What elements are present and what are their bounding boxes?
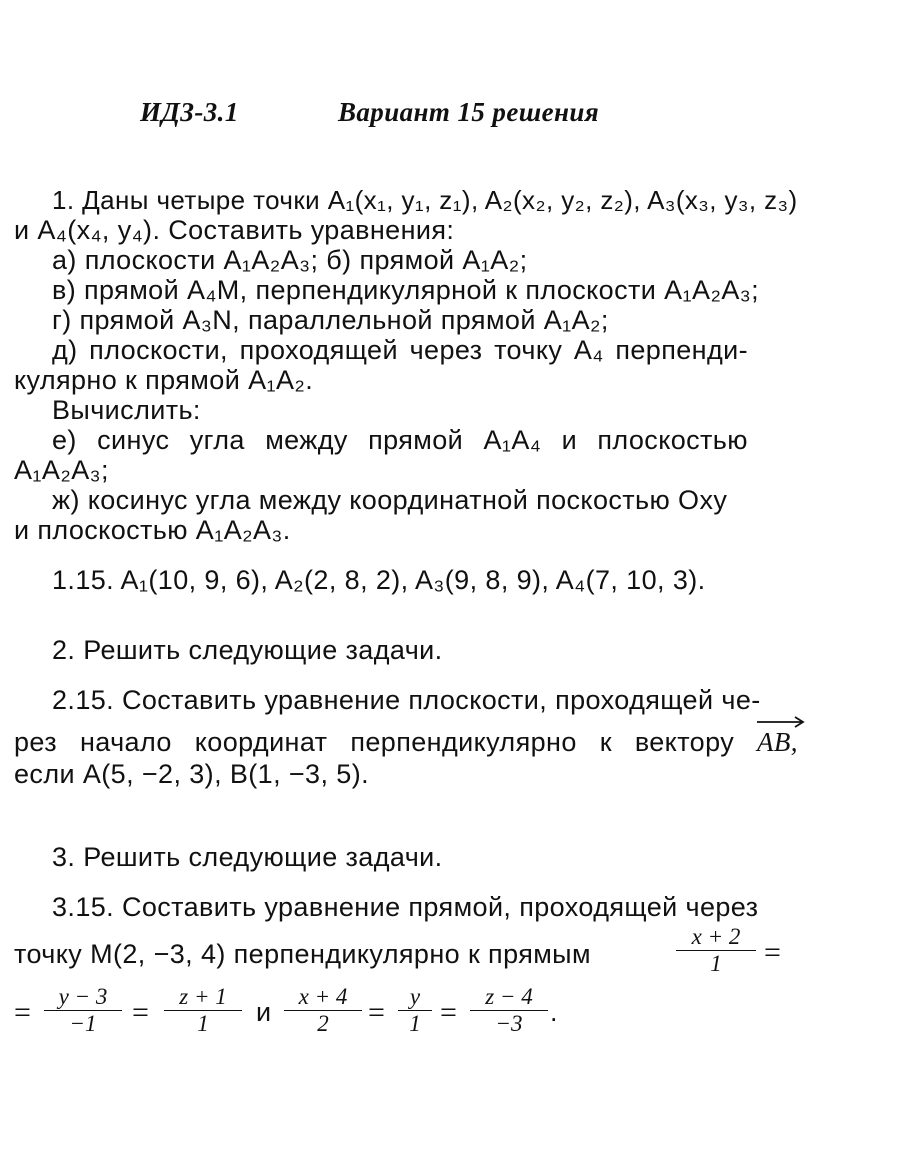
fraction: x + 4 2 bbox=[284, 984, 362, 1037]
task1-item-a: а) плоскости A₁A₂A₃; б) прямой A₁A₂; bbox=[52, 245, 528, 275]
task1-item-g: г) прямой A₃N, параллельной прямой A₁A₂; bbox=[52, 305, 609, 335]
word: угла bbox=[189, 425, 245, 455]
task2-line3: если A(5, −2, 3), B(1, −3, 5). bbox=[14, 759, 369, 789]
fraction: x + 2 1 bbox=[676, 924, 756, 977]
task2-heading: 2. Решить следующие задачи. bbox=[52, 635, 443, 665]
task1-line2: и A₄(x₄, y₄). Составить уравнения: bbox=[14, 215, 455, 245]
equals-sign: = bbox=[440, 996, 457, 1029]
fraction: z + 1 1 bbox=[164, 984, 242, 1037]
fraction: z − 4 −3 bbox=[470, 984, 548, 1037]
word: через bbox=[409, 335, 483, 365]
task1-item-v: в) прямой A₄M, перпендикулярной к плоскости A₁A₂A₃; bbox=[52, 275, 760, 305]
word: синус bbox=[97, 425, 170, 455]
task1-calc-label: Вычислить: bbox=[52, 395, 201, 425]
word: координат bbox=[194, 727, 328, 757]
task2-line2 bbox=[14, 725, 798, 759]
vector-ab: AB, bbox=[757, 725, 798, 759]
word: е) bbox=[52, 425, 77, 455]
word: A₁A₄ bbox=[483, 425, 542, 455]
word: между bbox=[265, 425, 348, 455]
task1-item-e-line2: A₁A₂A₃; bbox=[14, 455, 109, 485]
word: плоскости, bbox=[89, 335, 228, 365]
task3-heading: 3. Решить следующие задачи. bbox=[52, 842, 443, 872]
task1-item-d-line1 bbox=[52, 333, 748, 367]
task3-line1: 3.15. Составить уравнение прямой, проходящей через bbox=[52, 892, 759, 922]
equals-sign: = bbox=[14, 996, 31, 1029]
word: к bbox=[599, 727, 612, 757]
word: д) bbox=[52, 335, 78, 365]
task3-line2: точку M(2, −3, 4) перпендикулярно к прямым bbox=[14, 939, 591, 969]
vector-arrow-icon bbox=[755, 716, 807, 728]
word: и bbox=[561, 425, 578, 455]
word: перпенди- bbox=[615, 335, 748, 365]
equals-sign: = bbox=[368, 996, 385, 1029]
word: перпендикулярно bbox=[350, 727, 577, 757]
word: вектору bbox=[634, 727, 735, 757]
task1-item-zh: ж) косинус угла между координатной поскостью Oxy bbox=[52, 485, 728, 515]
task1-item-e-line1 bbox=[52, 423, 748, 457]
word: точку bbox=[494, 335, 563, 365]
equals-sign: = bbox=[132, 996, 149, 1029]
document-code: ИДЗ-3.1 bbox=[140, 97, 239, 127]
task1-data: 1.15. A₁(10, 9, 6), A₂(2, 8, 2), A₃(9, 8, 9), A₄(7, 10, 3). bbox=[52, 565, 706, 595]
fraction: y 1 bbox=[398, 984, 432, 1037]
word: начало bbox=[79, 727, 172, 757]
fraction: y − 3 −1 bbox=[44, 984, 122, 1037]
task1-line1: 1. Даны четыре точки A₁(x₁, y₁, z₁), A₂(x₂, y₂, z₂), A₃(x₃, y₃, z₃) bbox=[52, 185, 798, 215]
document-title: Вариант 15 решения bbox=[338, 97, 600, 127]
and-word: и bbox=[256, 997, 272, 1027]
task2-line1: 2.15. Составить уравнение плоскости, проходящей че- bbox=[52, 685, 761, 715]
period: . bbox=[550, 997, 558, 1027]
word: плоскостью bbox=[597, 425, 748, 455]
word: A₄ bbox=[573, 335, 604, 365]
word: рез bbox=[14, 727, 58, 757]
equals-sign: = bbox=[764, 936, 781, 969]
word: проходящей bbox=[239, 335, 398, 365]
word: прямой bbox=[368, 425, 464, 455]
task1-item-d-line2: кулярно к прямой A₁A₂. bbox=[14, 365, 314, 395]
task1-item-zh-line2: и плоскостью A₁A₂A₃. bbox=[14, 515, 291, 545]
